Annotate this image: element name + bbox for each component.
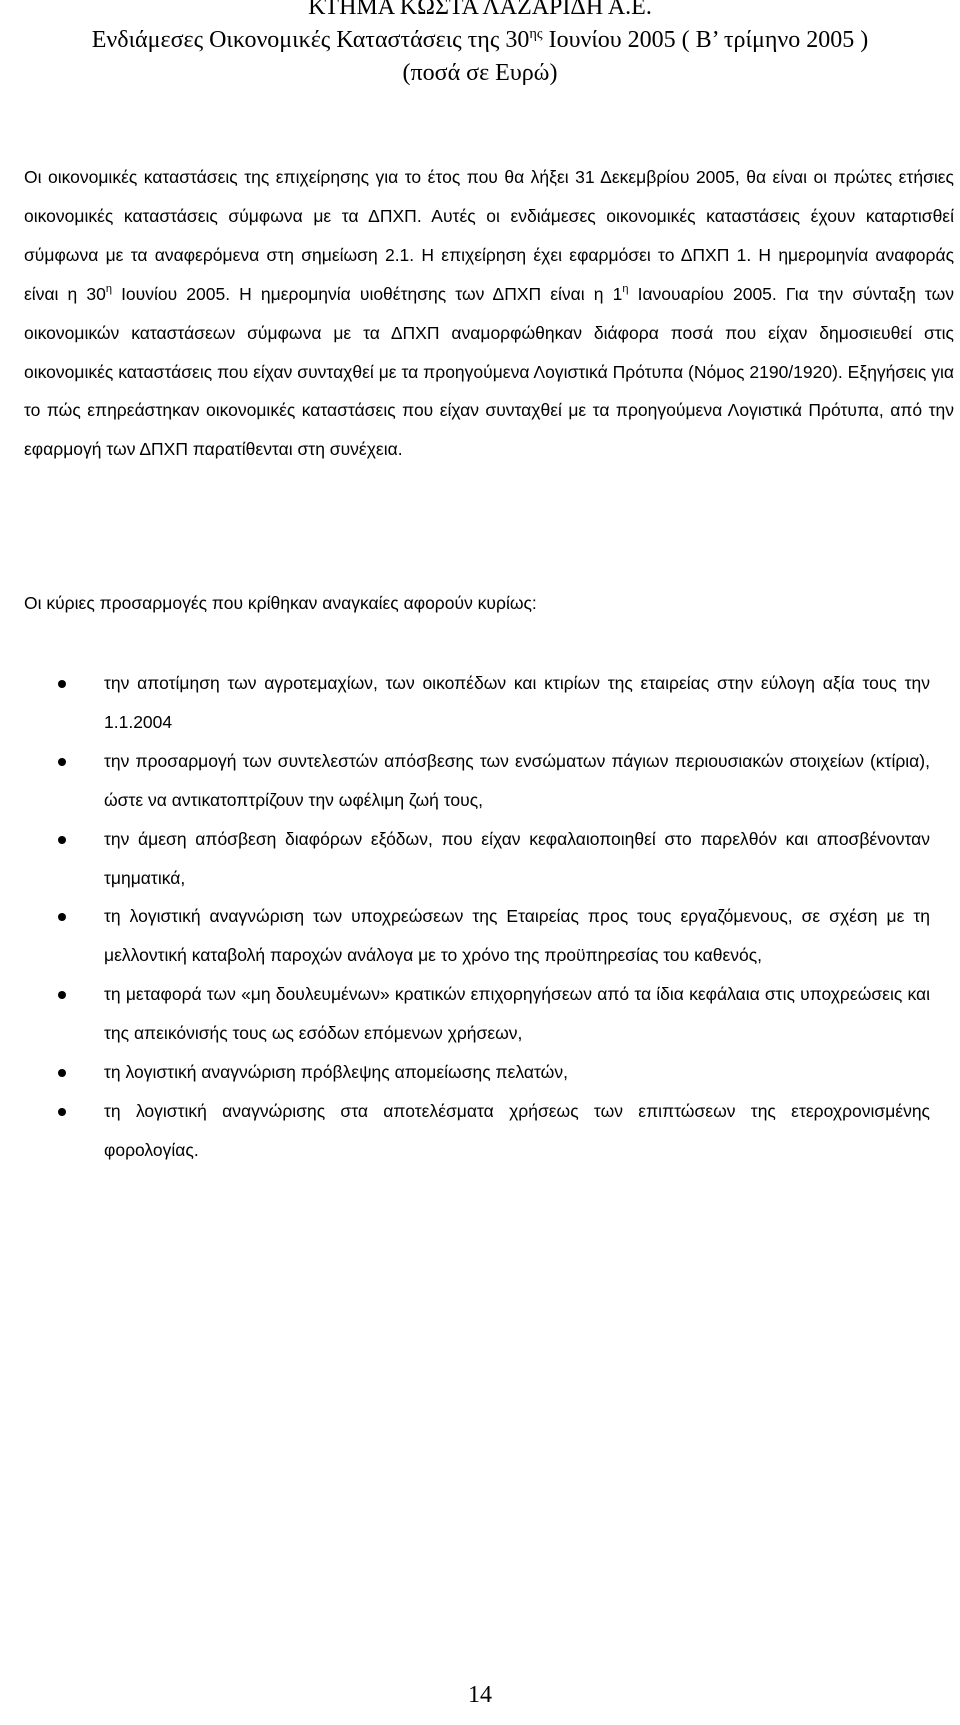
intro-text-part-1: Οι οικονομικές καταστάσεις της επιχείρησης για το έτος που θα λήξει 31 Δεκεμβρίου 2005, θα είναι οι πρώτες ετήσιες οικονομικές καταστάσεις σύμφωνα με τα ΔΠΧΠ. Αυτές οι ενδιάμεσες οικονομικές καταστάσεις έχουν καταρτισθεί σύμφωνα με τα αναφερόμενα στη σημείωση 2.1. Η επιχείρηση έχει εφαρμόσει το ΔΠΧΠ 1. Η ημερομηνία αναφοράς είναι η 30 xyxy=(24,167,954,304)
subtitle-superscript: ης xyxy=(529,26,543,42)
bullet-icon xyxy=(58,680,66,688)
list-item-text: τη μεταφορά των «μη δουλευμένων» κρατικών επιχορηγήσεων από τα ίδια κεφάλαια στις υποχρεώσεις και της απεικόνισής τους ως εσόδων επόμενων χρήσεων, xyxy=(104,984,930,1044)
list-item xyxy=(0,975,930,1053)
list-item-text: την άμεση απόσβεση διαφόρων εξόδων, που είχαν κεφαλαιοποιηθεί στο παρελθόν και αποσβένονταν τμηματικά, xyxy=(104,828,930,888)
adjustments-list xyxy=(0,664,960,1170)
intro-superscript-2: η xyxy=(622,282,629,295)
list-item xyxy=(0,1092,930,1170)
adjustments-intro: Οι κύριες προσαρμογές που κρίθηκαν αναγκαίες αφορούν κυρίως: xyxy=(24,593,537,613)
list-item xyxy=(0,664,930,742)
bullet-icon xyxy=(58,1069,66,1077)
bullet-icon xyxy=(58,913,66,921)
bullet-icon xyxy=(58,758,66,766)
subtitle-period: Ιουνίου 2005 ( Β’ τρίμηνο 2005 ) xyxy=(542,27,869,53)
intro-superscript-1: η xyxy=(105,282,112,295)
list-item xyxy=(0,820,930,898)
currency-note: (ποσά σε Ευρώ) xyxy=(402,60,558,86)
list-item-text: τη λογιστική αναγνώριση των υποχρεώσεων της Εταιρείας προς τους εργαζόμενους, σε σχέση με τη μελλοντική καταβολή παροχών ανάλογα με το χρόνο της προϋπηρεσίας του καθενός, xyxy=(104,906,930,966)
list-item xyxy=(0,897,930,975)
company-name: ΚΤΗΜΑ ΚΩΣΤΑ ΛΑΖΑΡΙΔΗ Α.Ε. xyxy=(308,0,652,20)
report-subtitle xyxy=(0,24,960,57)
page-number: 14 xyxy=(468,1682,492,1708)
list-item-text: την προσαρμογή των συντελεστών απόσβεσης των ενσώματων πάγιων περιουσιακών στοιχείων (κτίρια), ώστε να αντικατοπτρίζουν την ωφέλιμη ζωή τους, xyxy=(104,750,930,810)
list-item xyxy=(0,742,930,820)
intro-text-part-2: Ιουνίου 2005. Η ημερομηνία υιοθέτησης των ΔΠΧΠ είναι η 1 xyxy=(111,283,623,304)
list-item xyxy=(0,1053,930,1092)
list-item-text: τη λογιστική αναγνώρισης στα αποτελέσματα χρήσεως των επιπτώσεων της ετεροχρονισμένης φορολογίας. xyxy=(104,1100,930,1160)
document-header xyxy=(0,0,960,90)
subtitle-main: Ενδιάμεσες Οικονομικές Καταστάσεις της 30 xyxy=(91,27,530,53)
list-item-text: τη λογιστική αναγνώριση πρόβλεψης απομείωσης πελατών, xyxy=(104,1062,568,1083)
bullet-icon xyxy=(58,991,66,999)
list-item-text: την αποτίμηση των αγροτεμαχίων, των οικοπέδων και κτιρίων της εταιρείας στην εύλογη αξία τους την 1.1.2004 xyxy=(104,673,930,732)
bullet-icon xyxy=(58,836,66,844)
bullet-icon xyxy=(58,1108,66,1116)
intro-text-part-3: Ιανουαρίου 2005. Για την σύνταξη των οικονομικών καταστάσεων σύμφωνα με τα ΔΠΧΠ αναμορφώθηκαν διάφορα ποσά που είχαν δημοσιευθεί στις οικονομικές καταστάσεις που είχαν συνταχθεί με τα προηγούμενα Λογιστικά Πρότυπα (Νόμος 2190/1920). Εξηγήσεις για το πώς επηρεάστηκαν οικονομικές καταστάσεις που είχαν συνταχθεί με τα προηγούμενα Λογιστικά Πρότυπα, από την εφαρμογή των ΔΠΧΠ παρατίθενται στη συνέχεια. xyxy=(24,283,954,460)
intro-paragraph xyxy=(24,158,954,469)
